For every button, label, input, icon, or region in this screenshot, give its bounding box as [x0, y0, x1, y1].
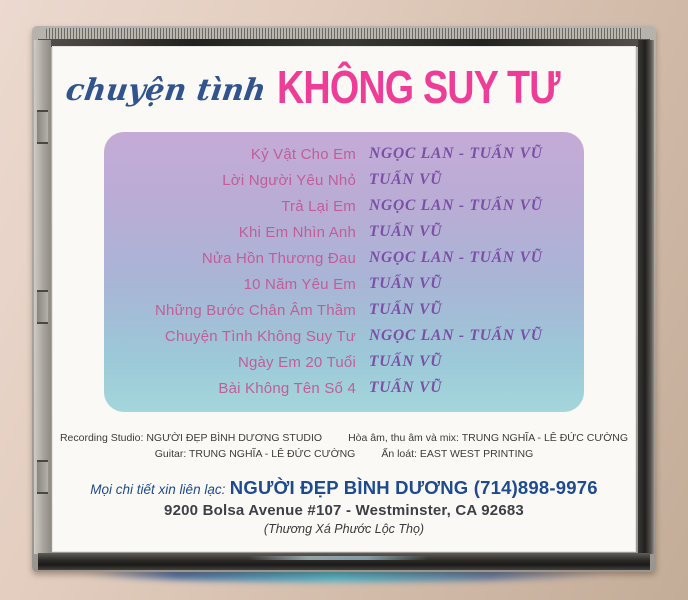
credit-guitar: Guitar: TRUNG NGHĨA - LÊ ĐỨC CƯỜNG: [154, 448, 356, 460]
track-row: [104, 323, 584, 349]
case-right-edge: [638, 40, 654, 554]
production-credits: [52, 430, 636, 462]
track-row: [104, 193, 584, 219]
track-artist: NGỌC LAN - TUẤN VŨ: [369, 327, 543, 344]
track-row: [104, 141, 584, 167]
contact-info: [52, 477, 636, 536]
track-row: [104, 297, 584, 323]
track-title: Khi Em Nhìn Anh: [238, 223, 356, 241]
track-title: 10 Năm Yêu Em: [243, 275, 356, 293]
case-bottom-edge: [38, 553, 650, 570]
credits-line-1: [52, 430, 636, 446]
track-list-panel: [104, 132, 584, 412]
track-artist: TUẤN VŨ: [369, 171, 443, 188]
album-title: [52, 58, 636, 113]
cd-jewel-case-back: [32, 26, 656, 572]
track-artist: TUẤN VŨ: [369, 275, 443, 292]
track-artist: TUẤN VŨ: [369, 301, 443, 318]
contact-note: (Thương Xá Phước Lộc Thọ): [263, 522, 425, 536]
contact-prefix: Mọi chi tiết xin liên lạc:: [90, 482, 226, 497]
case-left-hinge-rail: [34, 40, 51, 554]
track-artist: NGỌC LAN - TUẤN VŨ: [369, 145, 543, 162]
credit-recording-studio: Recording Studio: NGƯỜI ĐẸP BÌNH DƯƠNG STUDIO: [59, 432, 323, 444]
contact-line: [52, 477, 636, 499]
track-row: [104, 167, 584, 193]
track-title: Trả Lại Em: [281, 197, 356, 215]
track-title: Kỷ Vật Cho Em: [250, 145, 356, 163]
case-bottom-highlight: [248, 556, 428, 560]
track-row: [104, 245, 584, 271]
track-artist: NGỌC LAN - TUẤN VŨ: [369, 197, 543, 214]
track-title: Bài Không Tên Số 4: [218, 379, 356, 397]
track-row: [104, 375, 584, 401]
track-title: Chuyện Tình Không Suy Tư: [164, 327, 356, 345]
credit-mix: Hòa âm, thu âm và mix: TRUNG NGHĨA - LÊ ĐỨC CƯỜNG: [348, 432, 629, 444]
hinge-clip: [37, 460, 48, 494]
track-row: [104, 219, 584, 245]
hinge-clip: [37, 290, 48, 324]
track-title: Nửa Hồn Thương Đau: [201, 249, 356, 267]
album-title-script: chuyện tình: [63, 73, 268, 108]
track-title: Lời Người Yêu Nhỏ: [222, 171, 356, 189]
album-title-main: KHÔNG SUY TƯ: [277, 61, 561, 113]
track-row: [104, 271, 584, 297]
track-title: Ngày Em 20 Tuổi: [237, 353, 356, 371]
track-artist: TUẤN VŨ: [369, 353, 443, 370]
contact-address: 9200 Bolsa Avenue #107 - Westminster, CA 92683: [164, 502, 524, 519]
track-artist: TUẤN VŨ: [369, 223, 443, 240]
hinge-clip: [37, 110, 48, 144]
track-row: [104, 349, 584, 375]
track-artist: TUẤN VŨ: [369, 379, 443, 396]
track-artist: NGỌC LAN - TUẤN VŨ: [369, 249, 543, 266]
credits-line-2: [52, 446, 636, 462]
credit-printing: Ấn loát: EAST WEST PRINTING: [381, 448, 534, 460]
contact-name-phone: NGƯỜI ĐẸP BÌNH DƯƠNG (714)898-9976: [229, 477, 598, 498]
case-hinge-teeth: [46, 28, 642, 39]
back-inlay-card: [52, 46, 636, 552]
track-title: Những Bước Chân Âm Thầm: [155, 301, 356, 319]
